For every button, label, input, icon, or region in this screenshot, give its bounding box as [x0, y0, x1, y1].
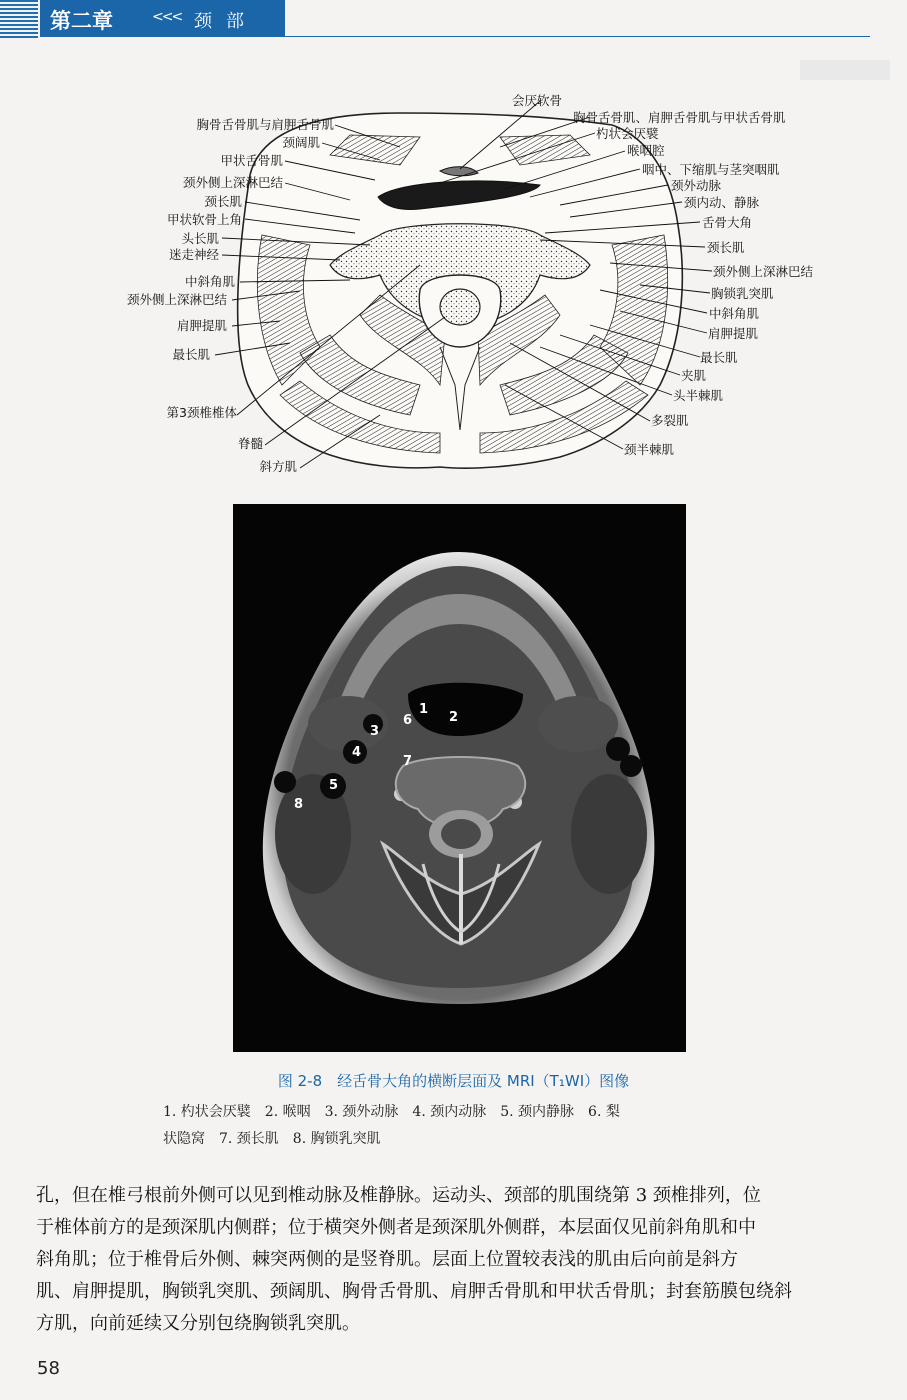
figure-caption-title: 图 2-8 经舌骨大角的横断层面及 MRI（T₁WI）图像	[277, 1072, 630, 1090]
body-line: 肌、肩胛提肌，胸锁乳突肌、颈阔肌、胸骨舌骨肌、肩胛舌骨肌和甲状舌骨肌；封套筋膜包绕斜	[36, 1281, 792, 1302]
label-spinal-cord: 脊髓	[237, 436, 263, 451]
page-number: 58	[37, 1358, 60, 1379]
chapter-title: 颈部	[194, 11, 258, 32]
label-levator-scapulae-left: 肩胛提肌	[176, 318, 227, 333]
chapter-label: 第二章	[50, 9, 113, 33]
label-longissimus-right: 最长肌	[700, 350, 738, 365]
chevrons-icon: <<<	[152, 9, 182, 25]
figure-caption-legend	[163, 1099, 793, 1153]
body-paragraph	[36, 1180, 870, 1340]
mri-image	[233, 504, 686, 1052]
label-multifidus: 多裂肌	[651, 413, 689, 428]
mri-marker-3: 3	[370, 724, 380, 739]
label-middle-scalene-right: 中斜角肌	[709, 306, 760, 321]
mri-marker-1: 1	[419, 702, 429, 717]
mri-marker-6: 6	[403, 713, 413, 728]
label-laryngopharynx-cavity: 喉咽腔	[627, 143, 665, 158]
header-rule	[285, 36, 870, 37]
label-longus-colli-right: 颈长肌	[707, 240, 745, 255]
label-longissimus-left: 最长肌	[172, 347, 210, 362]
header-stripes	[0, 0, 38, 40]
mri-marker-8: 8	[294, 797, 304, 812]
label-middle-scalene-left: 中斜角肌	[184, 274, 235, 289]
body-line: 方肌，向前延续又分别包绕胸锁乳突肌。	[36, 1313, 360, 1334]
label-pharyngeal-constrictors: 咽中、下缩肌与茎突咽肌	[642, 162, 780, 177]
label-sternohyoid-omohyoid: 胸骨舌骨肌与肩胛舌骨肌	[196, 117, 334, 132]
label-sternocleidomastoid: 胸锁乳突肌	[711, 286, 774, 301]
label-deep-lymph-node-right: 颈外侧上深淋巴结	[713, 264, 814, 279]
body-line: 斜角肌；位于椎骨后外侧、棘突两侧的是竖脊肌。层面上位置较表浅的肌由后向前是斜方	[36, 1249, 738, 1270]
caption-line: 1. 杓状会厌襞 2. 喉咽 3. 颈外动脉 4. 颈内动脉 5. 颈内静脉 6. 梨	[163, 1104, 620, 1120]
label-internal-carotid-jugular: 颈内动、静脉	[684, 195, 760, 210]
page-header	[0, 0, 907, 44]
label-hyoid-greater-horn: 舌骨大角	[702, 215, 753, 230]
mri-drawing	[233, 504, 686, 1052]
mri-marker-2: 2	[449, 710, 459, 725]
label-longus-colli-left: 颈长肌	[204, 194, 242, 209]
label-trapezius: 斜方肌	[259, 459, 297, 474]
label-strap-muscles-right: 胸骨舌骨肌、肩胛舌骨肌与甲状舌骨肌	[573, 110, 786, 125]
mri-marker-7: 7	[403, 754, 413, 769]
label-superior-thyroid-horn: 甲状软骨上角	[166, 212, 242, 227]
label-longus-capitis: 头长肌	[181, 231, 219, 246]
label-semispinalis-capitis: 头半棘肌	[673, 388, 724, 403]
body-line: 孔，但在椎弓根前外侧可以见到椎动脉及椎静脉。运动头、颈部的肌围绕第 3 颈椎排列，位	[36, 1185, 761, 1206]
label-external-carotid: 颈外动脉	[671, 178, 722, 193]
label-platysma: 颈阔肌	[282, 135, 320, 150]
mri-marker-4: 4	[352, 745, 362, 760]
anatomy-diagram	[0, 85, 907, 490]
label-semispinalis-cervicis: 颈半棘肌	[624, 442, 675, 457]
label-thyrohyoid: 甲状舌骨肌	[220, 153, 283, 168]
label-splenius: 夹肌	[681, 368, 707, 383]
mri-marker-5: 5	[329, 778, 339, 793]
label-vagus-nerve: 迷走神经	[168, 247, 219, 262]
label-levator-scapulae-right: 肩胛提肌	[708, 326, 759, 341]
label-epiglottic-cartilage: 会厌软骨	[512, 93, 563, 108]
caption-line: 状隐窝 7. 颈长肌 8. 胸锁乳突肌	[163, 1131, 381, 1147]
label-aryepiglottic-fold: 杓状会厌襞	[596, 126, 659, 141]
label-deep-lymph-node-upper: 颈外侧上深淋巴结	[182, 175, 283, 190]
bleed-through	[800, 60, 890, 80]
label-deep-lymph-node-lower: 颈外侧上深淋巴结	[126, 292, 227, 307]
label-c3-vertebral-body: 第3颈椎椎体	[166, 405, 237, 420]
body-line: 于椎体前方的是颈深肌内侧群；位于横突外侧者是颈深肌外侧群，本层面仅见前斜角肌和中	[36, 1217, 756, 1238]
